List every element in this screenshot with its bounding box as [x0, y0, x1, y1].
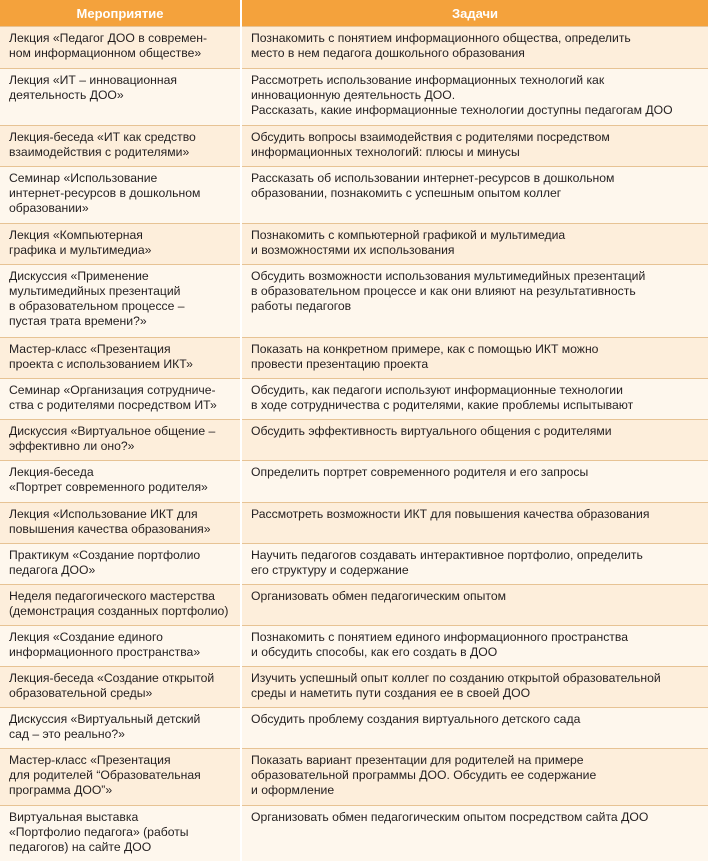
- header-row: [0, 0, 708, 27]
- task-cell: Обсудить проблему создания виртуального детского сада: [241, 708, 708, 749]
- task-cell: Изучить успешный опыт коллег по созданию открытой образовательной среды и наметить пути создания ее в своей ДОО: [241, 667, 708, 708]
- event-cell: Семинар «Организация сотрудниче- ства с родителями посредством ИТ»: [0, 379, 241, 420]
- table-row: [0, 749, 708, 806]
- task-cell: Познакомить с понятием информационного общества, определить место в нем педагога дошкольного образования: [241, 27, 708, 69]
- event-cell: Практикум «Создание портфолио педагога ДОО»: [0, 544, 241, 585]
- table-row: [0, 420, 708, 461]
- event-cell: Дискуссия «Применение мультимедийных презентаций в образовательном процессе – пустая трата времени?»: [0, 265, 241, 338]
- table-row: [0, 379, 708, 420]
- event-cell: Лекция «ИТ – инновационная деятельность ДОО»: [0, 69, 241, 126]
- event-cell: Лекция «Педагог ДОО в современ- ном информационном обществе»: [0, 27, 241, 69]
- task-cell: Организовать обмен педагогическим опытом посредством сайта ДОО: [241, 806, 708, 861]
- event-cell: Лекция «Использование ИКТ для повышения качества образования»: [0, 503, 241, 544]
- task-cell: Показать вариант презентации для родителей на примере образовательной программы ДОО. Обсудить ее содержание и оформление: [241, 749, 708, 806]
- event-cell: Лекция-беседа «Портрет современного родителя»: [0, 461, 241, 503]
- event-cell: Виртуальная выставка «Портфолио педагога» (работы педагогов) на сайте ДОО: [0, 806, 241, 861]
- task-cell: Рассказать об использовании интернет-ресурсов в дошкольном образовании, познакомить с успешным опытом коллег: [241, 167, 708, 224]
- task-cell: Рассмотреть возможности ИКТ для повышения качества образования: [241, 503, 708, 544]
- event-cell: Мастер-класс «Презентация для родителей “Образовательная программа ДОО”»: [0, 749, 241, 806]
- table-row: [0, 708, 708, 749]
- task-cell: Обсудить вопросы взаимодействия с родителями посредством информационных технологий: плюсы и минусы: [241, 126, 708, 167]
- table-row: [0, 69, 708, 126]
- task-cell: Определить портрет современного родителя и его запросы: [241, 461, 708, 503]
- table-row: [0, 544, 708, 585]
- task-cell: Рассмотреть использование информационных технологий как инновационную деятельность ДОО. Рассказать, какие информационные технологии доступны педагогам ДОО: [241, 69, 708, 126]
- table-row: [0, 167, 708, 224]
- event-cell: Лекция-беседа «ИТ как средство взаимодействия с родителями»: [0, 126, 241, 167]
- event-cell: Мастер-класс «Презентация проекта с использованием ИКТ»: [0, 338, 241, 379]
- table-row: [0, 224, 708, 265]
- table-row: [0, 461, 708, 503]
- table-row: [0, 585, 708, 626]
- table-row: [0, 806, 708, 861]
- event-cell: Дискуссия «Виртуальный детский сад – это реально?»: [0, 708, 241, 749]
- task-cell: Познакомить с компьютерной графикой и мультимедиа и возможностями их использования: [241, 224, 708, 265]
- header-event: Мероприятие: [0, 0, 241, 27]
- event-cell: Семинар «Использование интернет-ресурсов в дошкольном образовании»: [0, 167, 241, 224]
- task-cell: Организовать обмен педагогическим опытом: [241, 585, 708, 626]
- task-cell: Обсудить возможности использования мультимедийных презентаций в образовательном процессе и как они влияют на результативность работы педагогов: [241, 265, 708, 338]
- task-cell: Обсудить, как педагоги используют информационные технологии в ходе сотрудничества с родителями, какие проблемы испытывают: [241, 379, 708, 420]
- event-cell: Неделя педагогического мастерства (демонстрация созданных портфолио): [0, 585, 241, 626]
- table-row: [0, 338, 708, 379]
- table-row: [0, 265, 708, 338]
- task-cell: Показать на конкретном примере, как с помощью ИКТ можно провести презентацию проекта: [241, 338, 708, 379]
- table-row: [0, 626, 708, 667]
- table-row: [0, 27, 708, 69]
- event-cell: Дискуссия «Виртуальное общение – эффективно ли оно?»: [0, 420, 241, 461]
- task-cell: Познакомить с понятием единого информационного пространства и обсудить способы, как его создать в ДОО: [241, 626, 708, 667]
- task-cell: Научить педагогов создавать интерактивное портфолио, определить его структуру и содержание: [241, 544, 708, 585]
- event-cell: Лекция-беседа «Создание открытой образовательной среды»: [0, 667, 241, 708]
- task-cell: Обсудить эффективность виртуального общения с родителями: [241, 420, 708, 461]
- table-row: [0, 503, 708, 544]
- table-row: [0, 126, 708, 167]
- event-cell: Лекция «Создание единого информационного пространства»: [0, 626, 241, 667]
- event-cell: Лекция «Компьютерная графика и мультимедиа»: [0, 224, 241, 265]
- table-row: [0, 667, 708, 708]
- header-task: Задачи: [241, 0, 708, 27]
